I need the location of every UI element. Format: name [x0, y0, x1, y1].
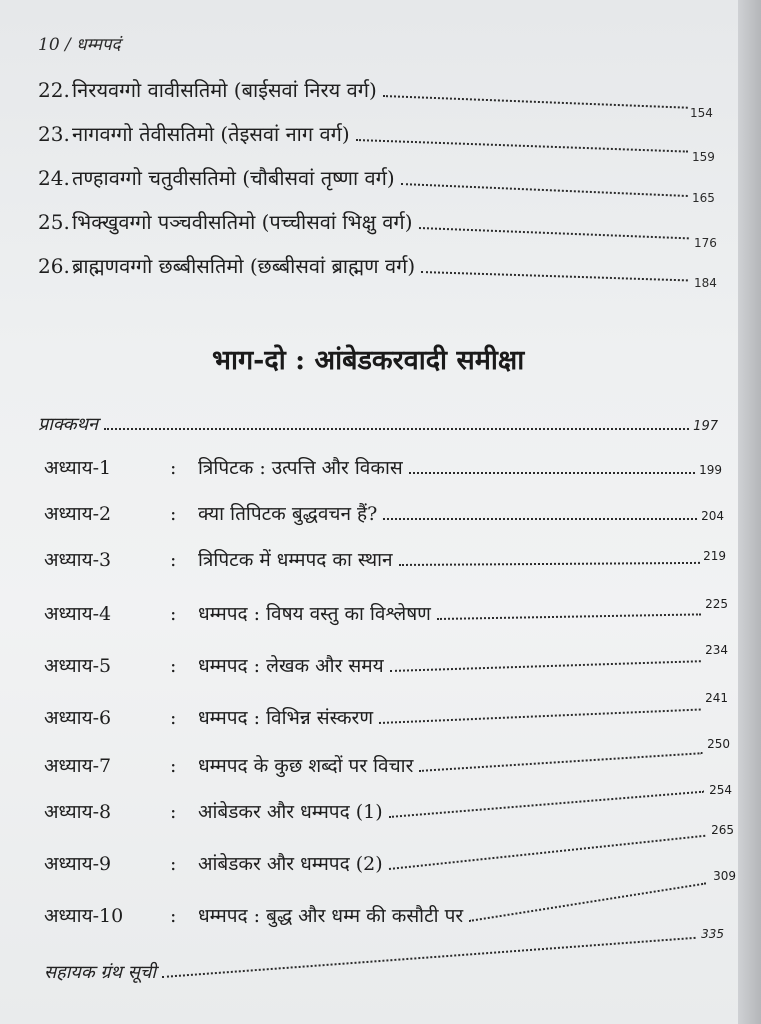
entry-title: नागवग्गो तेवीसतिमो (तेइसवां नाग वर्ग)	[72, 122, 350, 146]
chapter-colon: :	[170, 603, 177, 625]
chapter-colon: :	[170, 801, 177, 823]
entry-title: भिक्खुवग्गो पञ्चवीसतिमो (पच्चीसवां भिक्षु वर्ग)	[72, 210, 413, 234]
chapter-title: धम्मपद : विभिन्न संस्करण	[198, 707, 374, 729]
entry-title: ब्राह्मणवग्गो छब्बीसतिमो (छब्बीसवां ब्राह्मण वर्ग)	[72, 254, 416, 278]
chapter-title: धम्मपद : लेखक और समय	[198, 655, 384, 677]
chapter-row	[44, 597, 728, 626]
page-number: 154	[690, 106, 713, 120]
dot-leader	[389, 835, 706, 870]
dot-leader	[389, 791, 705, 818]
bibliography-page: 335	[701, 927, 724, 941]
chapter-page: 219	[703, 549, 726, 563]
page-number: 176	[694, 236, 717, 250]
chapter-label: अध्याय-3	[44, 549, 112, 571]
chapter-page: 241	[705, 691, 728, 705]
chapter-row	[44, 737, 730, 778]
page-number: 165	[692, 191, 715, 205]
toc-entry	[38, 208, 692, 235]
entry-title: तण्हावग्गो चतुवीसतिमो (चौबीसवां तृष्णा वर्ग)	[72, 166, 395, 190]
entry-title: निरयवग्गो वावीसतिमो (बाईसवां निरय वर्ग)	[72, 78, 377, 102]
chapter-label: अध्याय-8	[44, 801, 112, 823]
chapter-label: अध्याय-1	[44, 457, 112, 479]
chapter-label: अध्याय-9	[44, 853, 112, 875]
chapter-page: 265	[711, 823, 734, 837]
chapter-colon: :	[170, 549, 177, 571]
chapter-row	[44, 546, 726, 572]
chapter-page: 234	[705, 643, 728, 657]
chapter-colon: :	[170, 707, 177, 729]
chapter-title: त्रिपिटक में धम्मपद का स्थान	[198, 549, 393, 571]
foreword-title: प्राक्कथन	[38, 414, 99, 435]
chapter-colon: :	[170, 457, 177, 479]
entry-number: 22.	[38, 78, 70, 102]
part-two-heading: भाग-दो : आंबेडकरवादी समीक्षा	[212, 345, 525, 376]
chapter-colon: :	[170, 853, 177, 875]
entry-number: 25.	[38, 210, 70, 234]
chapter-row	[44, 869, 736, 928]
chapter-colon: :	[170, 755, 177, 777]
toc-entry	[38, 120, 692, 147]
dot-leader	[409, 472, 695, 474]
page-number: 159	[692, 150, 715, 164]
chapter-label: अध्याय-10	[44, 905, 124, 927]
chapter-title: त्रिपिटक : उत्पत्ति और विकास	[198, 457, 403, 479]
dot-leader	[469, 882, 706, 922]
foreword-entry	[38, 412, 718, 436]
running-head: 10 / धम्मपदं	[38, 35, 121, 55]
dot-leader	[421, 271, 688, 281]
chapter-title: आंबेडकर और धम्मपद (1)	[198, 801, 383, 823]
page-number: 184	[694, 276, 717, 290]
entry-number: 24.	[38, 166, 70, 190]
chapter-title: आंबेडकर और धम्मपद (2)	[198, 853, 383, 875]
chapter-label: अध्याय-6	[44, 707, 112, 729]
chapter-row	[44, 454, 722, 480]
dot-leader	[399, 562, 700, 566]
dot-leader	[356, 139, 688, 153]
toc-entry	[38, 164, 692, 191]
entry-number: 23.	[38, 122, 70, 146]
chapter-label: अध्याय-2	[44, 503, 112, 525]
chapter-row	[44, 783, 732, 824]
chapter-colon: :	[170, 655, 177, 677]
dot-leader	[383, 95, 688, 109]
chapter-row	[44, 500, 724, 526]
dot-leader	[401, 183, 688, 197]
bibliography-title: सहायक ग्रंथ सूची	[44, 962, 157, 983]
dot-leader	[418, 227, 687, 239]
chapter-label: अध्याय-4	[44, 603, 112, 625]
dot-leader	[390, 660, 701, 672]
entry-number: 26.	[38, 254, 70, 278]
dot-leader	[383, 518, 697, 520]
foreword-page: 197	[693, 419, 718, 434]
chapter-title: धम्मपद के कुछ शब्दों पर विचार	[198, 755, 414, 777]
chapter-title: धम्मपद : विषय वस्तु का विश्लेषण	[198, 603, 431, 625]
chapter-row	[44, 643, 728, 678]
dot-leader	[162, 937, 696, 978]
toc-entry	[38, 76, 692, 103]
bibliography-entry	[44, 927, 724, 984]
dot-leader	[419, 752, 702, 772]
dot-leader	[379, 709, 701, 724]
page-edge	[738, 0, 761, 1024]
chapter-label: अध्याय-7	[44, 755, 112, 777]
chapter-title: धम्मपद : बुद्ध और धम्म की कसौटी पर	[198, 905, 464, 927]
chapter-page: 309	[713, 869, 736, 883]
toc-entry	[38, 252, 692, 279]
chapter-colon: :	[170, 905, 177, 927]
chapter-row	[44, 691, 728, 730]
dot-leader	[437, 613, 701, 620]
chapter-page: 254	[709, 783, 732, 797]
chapter-row	[44, 823, 734, 876]
dot-leader	[104, 428, 689, 430]
chapter-title: क्या तिपिटक बुद्धवचन हैं?	[198, 503, 378, 525]
chapter-page: 199	[699, 463, 722, 477]
chapter-page: 225	[705, 597, 728, 611]
chapter-label: अध्याय-5	[44, 655, 112, 677]
chapter-colon: :	[170, 503, 177, 525]
chapter-page: 204	[701, 509, 724, 523]
chapter-page: 250	[707, 737, 730, 751]
